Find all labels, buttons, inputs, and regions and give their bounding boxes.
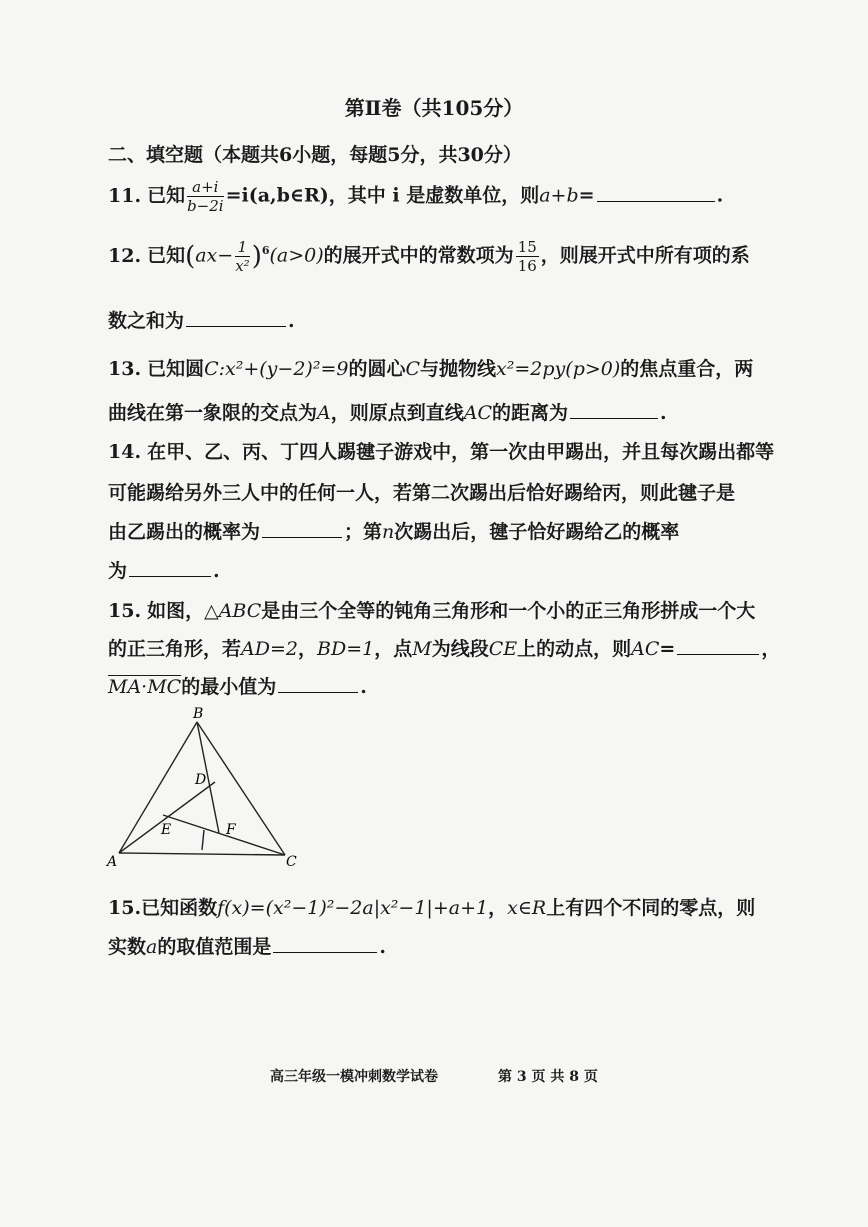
answer-blank[interactable] <box>570 400 658 419</box>
math-expr: C:x²+(y−2)²=9 <box>204 358 349 380</box>
math-expr: ax− <box>195 244 234 267</box>
math-expr: A <box>317 402 331 424</box>
fraction <box>235 238 249 275</box>
fraction <box>187 178 224 215</box>
question-number: 15. <box>108 897 142 919</box>
question-12-line2 <box>108 306 295 333</box>
denominator: x² <box>235 257 250 275</box>
text: 由乙踢出的概率为 <box>108 521 261 543</box>
text: . <box>288 310 295 332</box>
vector-expr: MA·MC <box>108 676 182 698</box>
text: =i(a,b∈R)，其中 i 是虚数单位，则 <box>225 184 540 207</box>
math-expr: C <box>405 358 421 380</box>
section-heading: 二、填空题（本题共6小题，每题5分，共30分） <box>108 144 522 166</box>
text: 已知函数 <box>141 897 218 919</box>
text: 数之和为 <box>108 310 185 332</box>
denominator: b−2i <box>187 197 224 215</box>
paren: ( <box>185 241 196 272</box>
text: ， <box>761 638 781 660</box>
math-expr: M <box>412 638 432 660</box>
numerator: 15 <box>517 238 537 256</box>
footer-page-number: 第 3 页 共 8 页 <box>498 1069 598 1085</box>
math-expr: AC <box>463 402 493 424</box>
question-14-line3 <box>108 517 679 544</box>
text: 实数 <box>108 936 147 958</box>
question-14 <box>108 437 774 464</box>
segment-ad <box>119 782 215 853</box>
math-expr: x²=2py(p>0) <box>496 358 621 380</box>
text: . <box>213 560 220 582</box>
label-e: E <box>161 822 172 838</box>
text: . <box>660 402 667 424</box>
text: ， <box>488 897 508 919</box>
text: 的展开式中的常数项为 <box>323 244 514 267</box>
text: 的距离为 <box>492 402 569 424</box>
answer-blank[interactable] <box>278 674 358 693</box>
question-16-line2 <box>108 932 386 959</box>
answer-blank[interactable] <box>597 183 715 202</box>
segment-m <box>202 830 204 850</box>
text: ，则原点到直线 <box>330 402 464 424</box>
math-expr: n <box>382 521 395 543</box>
math-expr: BD=1 <box>317 638 375 660</box>
text: 为线段 <box>431 638 489 660</box>
text: 已知圆 <box>147 358 205 380</box>
text: 是由三个全等的钝角三角形和一个小的正三角形拼成一个大 <box>261 600 756 622</box>
question-16 <box>108 893 755 920</box>
text: 与抛物线 <box>420 358 497 380</box>
question-12 <box>108 238 750 275</box>
math-expr: (a>0) <box>269 244 324 267</box>
fraction <box>516 238 539 275</box>
text: ，点 <box>374 638 413 660</box>
text: 在甲、乙、丙、丁四人踢毽子游戏中，第一次由甲踢出，并且每次踢出都等 <box>147 441 775 463</box>
text: 的焦点重合，两 <box>620 358 754 380</box>
label-c: C <box>286 854 297 870</box>
math-expr: △ABC <box>204 600 262 622</box>
text: = <box>659 638 676 660</box>
text: 的取值范围是 <box>157 936 272 958</box>
math-expr: a <box>146 936 158 958</box>
text: 为 <box>108 560 128 582</box>
text: . <box>379 936 386 958</box>
question-14-line2 <box>108 478 735 505</box>
segment-ce <box>163 815 285 855</box>
answer-blank[interactable] <box>677 636 759 655</box>
text: 的最小值为 <box>181 676 277 698</box>
page-title: 第Ⅱ卷（共105分） <box>344 96 524 120</box>
text: 如图， <box>147 600 205 622</box>
math-expr: AD=2 <box>241 638 298 660</box>
math-expr: AC <box>631 638 660 660</box>
text: 可能踢给另外三人中的任何一人，若第二次踢出后恰好踢给丙，则此毽子是 <box>108 482 736 504</box>
answer-blank[interactable] <box>186 308 286 327</box>
math-expr: x∈R <box>507 897 547 919</box>
question-13 <box>108 354 753 381</box>
label-b: B <box>193 706 204 722</box>
text: 已知 <box>147 244 186 267</box>
denominator: 16 <box>517 257 537 275</box>
text: ， <box>297 638 317 660</box>
numerator: a+i <box>187 178 224 197</box>
question-15-line2 <box>108 634 780 661</box>
label-a: A <box>107 854 118 870</box>
text: 的正三角形，若 <box>108 638 242 660</box>
question-13-line2 <box>108 398 667 425</box>
text: = <box>578 184 595 207</box>
question-15 <box>108 596 755 623</box>
label-d: D <box>195 772 207 788</box>
text: ；第 <box>344 521 383 543</box>
math-expr: f(x)=(x²−1)²−2a|x²−1|+a+1 <box>217 897 489 919</box>
text: . <box>360 676 367 698</box>
answer-blank[interactable] <box>273 934 377 953</box>
triangle-figure <box>105 700 315 875</box>
label-f: F <box>226 822 236 838</box>
numerator: 1 <box>235 238 249 257</box>
edge-ab <box>119 722 197 853</box>
text: . <box>716 184 724 207</box>
text: 曲线在第一象限的交点为 <box>108 402 318 424</box>
question-number: 12. <box>108 244 142 267</box>
question-number: 13. <box>108 358 142 380</box>
footer-exam-name: 高三年级一模冲刺数学试卷 <box>270 1069 438 1085</box>
question-15-line3 <box>108 672 367 699</box>
answer-blank[interactable] <box>262 519 342 538</box>
question-number: 14. <box>108 441 142 463</box>
paren: ) <box>251 241 262 272</box>
text: ，则展开式中所有项的系 <box>540 244 750 267</box>
math-expr: a+b <box>539 184 579 207</box>
text: 上的动点，则 <box>517 638 632 660</box>
question-number: 15. <box>108 600 142 622</box>
exponent: 6 <box>261 244 270 258</box>
text: 次踢出后，毽子恰好踢给乙的概率 <box>394 521 680 543</box>
text: 上有四个不同的零点，则 <box>546 897 756 919</box>
text: 已知 <box>147 184 186 207</box>
text: 的圆心 <box>348 358 406 380</box>
question-11 <box>108 178 723 215</box>
question-14-line4 <box>108 556 220 583</box>
edge-ac <box>119 853 285 855</box>
math-expr: CE <box>488 638 518 660</box>
question-number: 11. <box>108 184 142 207</box>
answer-blank[interactable] <box>129 558 211 577</box>
